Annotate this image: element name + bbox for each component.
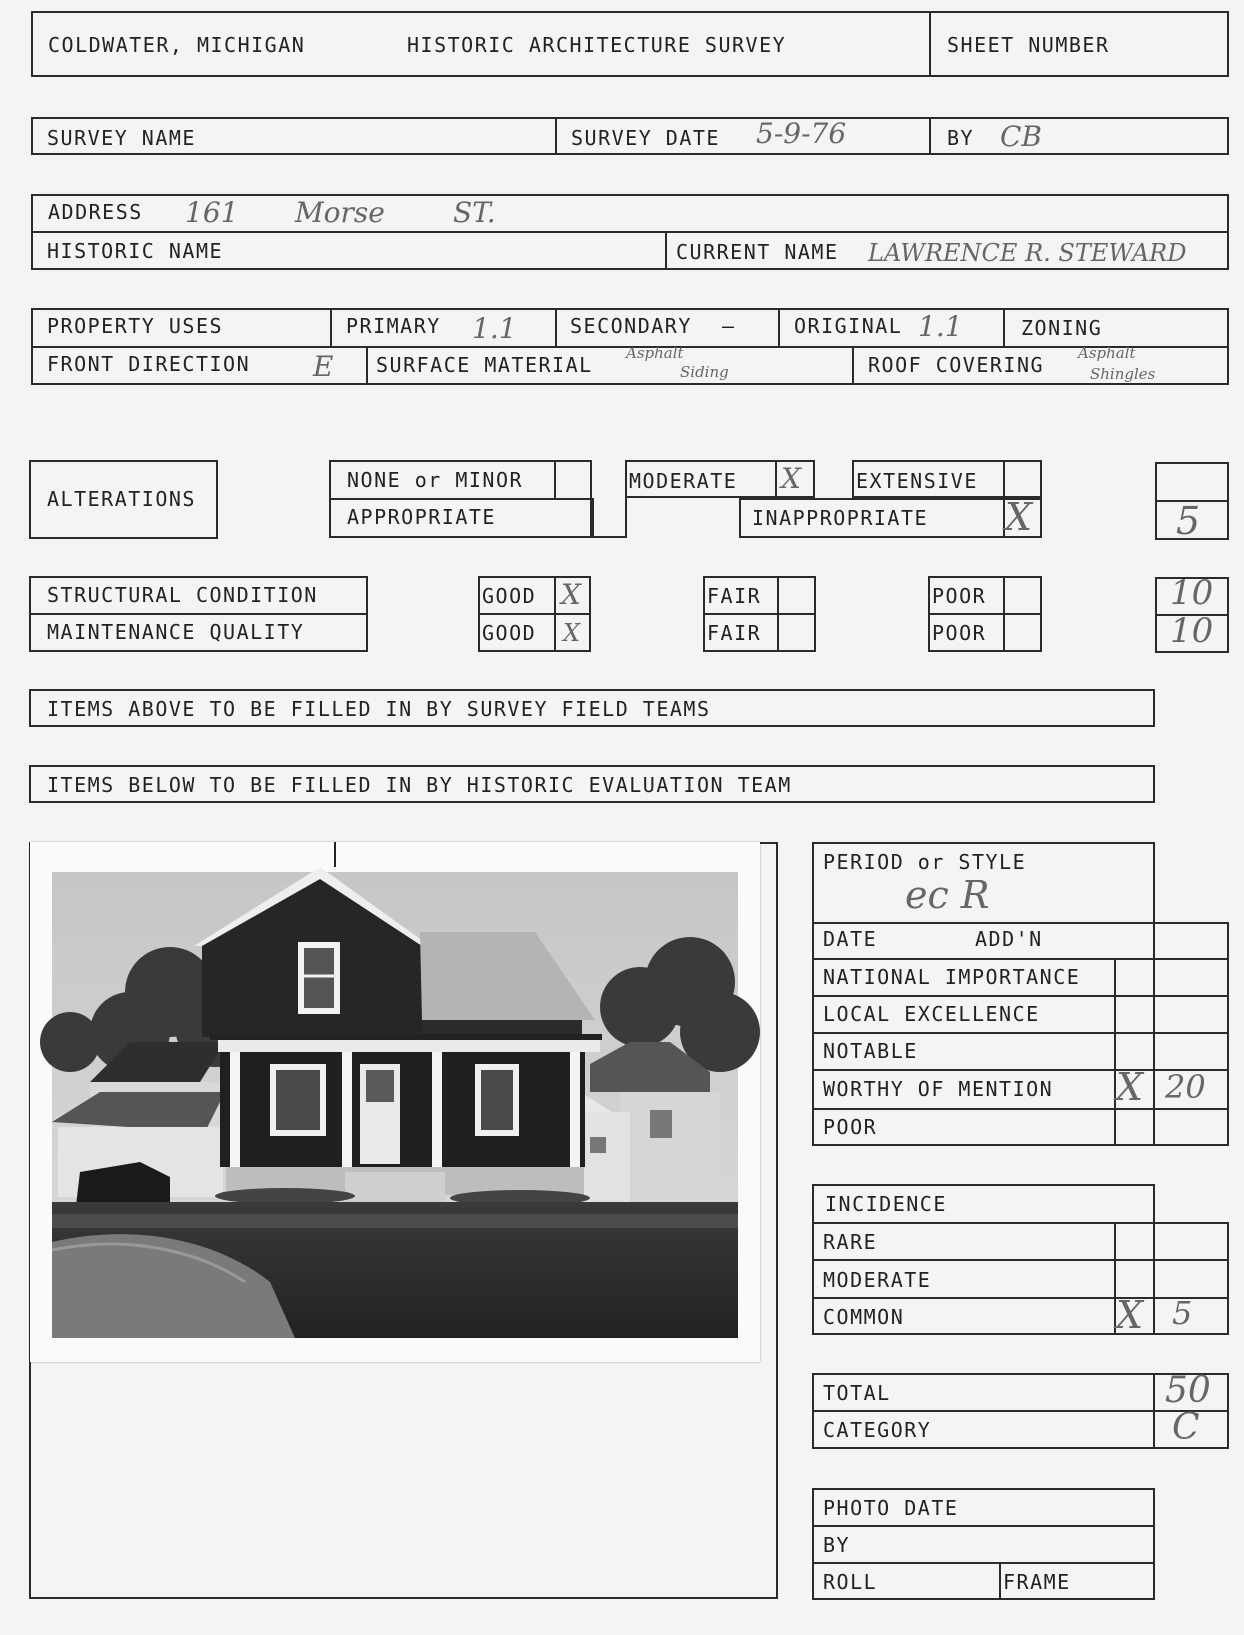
structural-condition-label: STRUCTURAL CONDITION (47, 583, 318, 607)
secondary-label: SECONDARY (570, 314, 692, 338)
extensive-check-divider (1003, 460, 1005, 498)
incidence-score-col (1153, 1222, 1155, 1335)
survey-date-label: SURVEY DATE (571, 126, 720, 150)
survey-divider-2 (929, 117, 931, 155)
property-div-4 (1003, 308, 1005, 346)
fair-label-structural: FAIR (707, 584, 762, 608)
primary-label: PRIMARY (346, 314, 441, 338)
eval-mark-col (1114, 958, 1116, 1146)
surface-material-label: SURFACE MATERIAL (376, 353, 593, 377)
eval-row-label: NATIONAL IMPORTANCE (823, 965, 1081, 989)
total-value: 50 (1165, 1370, 1211, 1411)
survey-by-label: BY (947, 126, 975, 150)
appropriate-check-divider (592, 498, 594, 538)
house-photo-image (30, 842, 760, 1362)
moderate-check-divider (775, 460, 777, 498)
common-score: 5 (1172, 1294, 1193, 1332)
roll-label: ROLL (823, 1570, 878, 1594)
survey-name-label: SURVEY NAME (47, 126, 196, 150)
survey-by-value: CB (1000, 120, 1042, 153)
field-teams-note: ITEMS ABOVE TO BE FILLED IN BY SURVEY FIELD TEAMS (47, 697, 711, 721)
incidence-row-label: MODERATE (823, 1268, 932, 1292)
primary-value: 1.1 (472, 312, 517, 345)
good-label-maintenance: GOOD (482, 621, 537, 645)
sheet-number-label: SHEET NUMBER (947, 33, 1110, 57)
good-label-structural: GOOD (482, 584, 537, 608)
current-name-value: LAWRENCE R. STEWARD (868, 239, 1187, 267)
poor-label-structural: POOR (932, 584, 987, 608)
appropriate-check-right (625, 498, 627, 538)
alterations-score: 5 (1176, 499, 1201, 543)
structural-score: 10 (1170, 573, 1214, 613)
common-mark: X (1116, 1293, 1144, 1337)
house-photograph (30, 842, 760, 1362)
frame-label: FRAME (1003, 1570, 1071, 1594)
original-value: 1.1 (918, 310, 963, 343)
property-div-2 (555, 308, 557, 346)
zoning-label: ZONING (1021, 316, 1103, 340)
fair-label-maintenance: FAIR (707, 621, 762, 645)
category-label: CATEGORY (823, 1418, 932, 1442)
none-minor-label: NONE or MINOR (347, 468, 524, 492)
photo-info-frame-col (999, 1562, 1001, 1600)
incidence-div-1 (812, 1259, 1229, 1261)
roof-covering-label: ROOF COVERING (868, 353, 1045, 377)
incidence-row-label: RARE (823, 1230, 878, 1254)
maintenance-mark: X (563, 619, 581, 647)
totals-score-col (1153, 1373, 1155, 1449)
survey-date-value: 5-9-76 (756, 117, 847, 150)
secondary-value: — (722, 314, 736, 338)
evaluation-box (812, 922, 1229, 1146)
photo-by-label: BY (823, 1533, 851, 1557)
eval-row-label: NOTABLE (823, 1039, 918, 1063)
period-style-label: PERIOD or STYLE (823, 850, 1027, 874)
photo-date-label: PHOTO DATE (823, 1496, 959, 1520)
moderate-mark: X (781, 462, 801, 495)
maintenance-quality-label: MAINTENANCE QUALITY (47, 620, 305, 644)
eval-score-col (1153, 922, 1155, 1146)
eval-addn-label: ADD'N (975, 927, 1043, 951)
appropriate-label: APPROPRIATE (347, 505, 496, 529)
eval-div-2 (812, 1032, 1229, 1034)
current-name-label: CURRENT NAME (676, 240, 839, 264)
address-suffix: ST. (453, 196, 496, 229)
surface-material-line1: Asphalt (626, 344, 684, 362)
period-style-value: ec R (905, 873, 990, 917)
property-uses-label: PROPERTY USES (47, 314, 224, 338)
address-street: Morse (295, 196, 385, 229)
incidence-div-2 (812, 1297, 1229, 1299)
good-divider (478, 613, 591, 615)
city-label: COLDWATER, MICHIGAN (48, 33, 306, 57)
eval-div-4 (812, 1108, 1229, 1110)
maintenance-score: 10 (1170, 611, 1214, 651)
good-check-divider (554, 576, 556, 652)
moderate-label: MODERATE (629, 469, 738, 493)
front-direction-label: FRONT DIRECTION (47, 352, 251, 376)
eval-date-label: DATE (823, 927, 878, 951)
worthy-score: 20 (1165, 1068, 1206, 1106)
eval-row-label: POOR (823, 1115, 878, 1139)
condition-label-divider (29, 613, 368, 615)
appropriate-check-bottom (592, 536, 627, 538)
inappropriate-mark: X (1005, 495, 1033, 539)
roof-covering-line1: Asphalt (1078, 344, 1136, 362)
inappropriate-label: INAPPROPRIATE (752, 506, 929, 530)
survey-title: HISTORIC ARCHITECTURE SURVEY (407, 33, 787, 57)
eval-div-date (812, 958, 1229, 960)
address-number: 161 (185, 196, 239, 229)
photo-info-div-2 (812, 1562, 1155, 1564)
property-div-5 (366, 346, 368, 385)
header-divider (929, 11, 931, 77)
address-col-divider (665, 231, 667, 270)
evaluation-team-note: ITEMS BELOW TO BE FILLED IN BY HISTORIC EVALUATION TEAM (47, 773, 792, 797)
eval-row-label: WORTHY OF MENTION (823, 1077, 1054, 1101)
category-value: C (1172, 1407, 1200, 1448)
alterations-label: ALTERATIONS (47, 487, 196, 511)
eval-div-1 (812, 995, 1229, 997)
address-label: ADDRESS (48, 200, 143, 224)
fair-check-divider (777, 576, 779, 652)
front-direction-value: E (313, 350, 334, 383)
surface-material-line2: Siding (680, 363, 729, 381)
none-minor-divider (329, 498, 592, 500)
extensive-label: EXTENSIVE (856, 469, 978, 493)
historic-name-label: HISTORIC NAME (47, 239, 224, 263)
roof-covering-line2: Shingles (1090, 365, 1156, 383)
poor-check-divider (1003, 576, 1005, 652)
incidence-row-label: COMMON (823, 1305, 905, 1329)
worthy-mark: X (1116, 1065, 1144, 1109)
photo-info-div-1 (812, 1525, 1155, 1527)
address-row-divider (31, 231, 1229, 233)
poor-label-maintenance: POOR (932, 621, 987, 645)
structural-mark: X (561, 578, 581, 611)
poor-divider (928, 613, 1042, 615)
incidence-label: INCIDENCE (825, 1192, 947, 1216)
fair-divider (703, 613, 816, 615)
total-label: TOTAL (823, 1381, 891, 1405)
property-div-1 (330, 308, 332, 346)
property-div-6 (852, 346, 854, 385)
original-label: ORIGINAL (794, 314, 903, 338)
survey-divider-1 (555, 117, 557, 155)
none-minor-check-divider (554, 460, 556, 498)
property-div-3 (778, 308, 780, 346)
eval-row-label: LOCAL EXCELLENCE (823, 1002, 1040, 1026)
